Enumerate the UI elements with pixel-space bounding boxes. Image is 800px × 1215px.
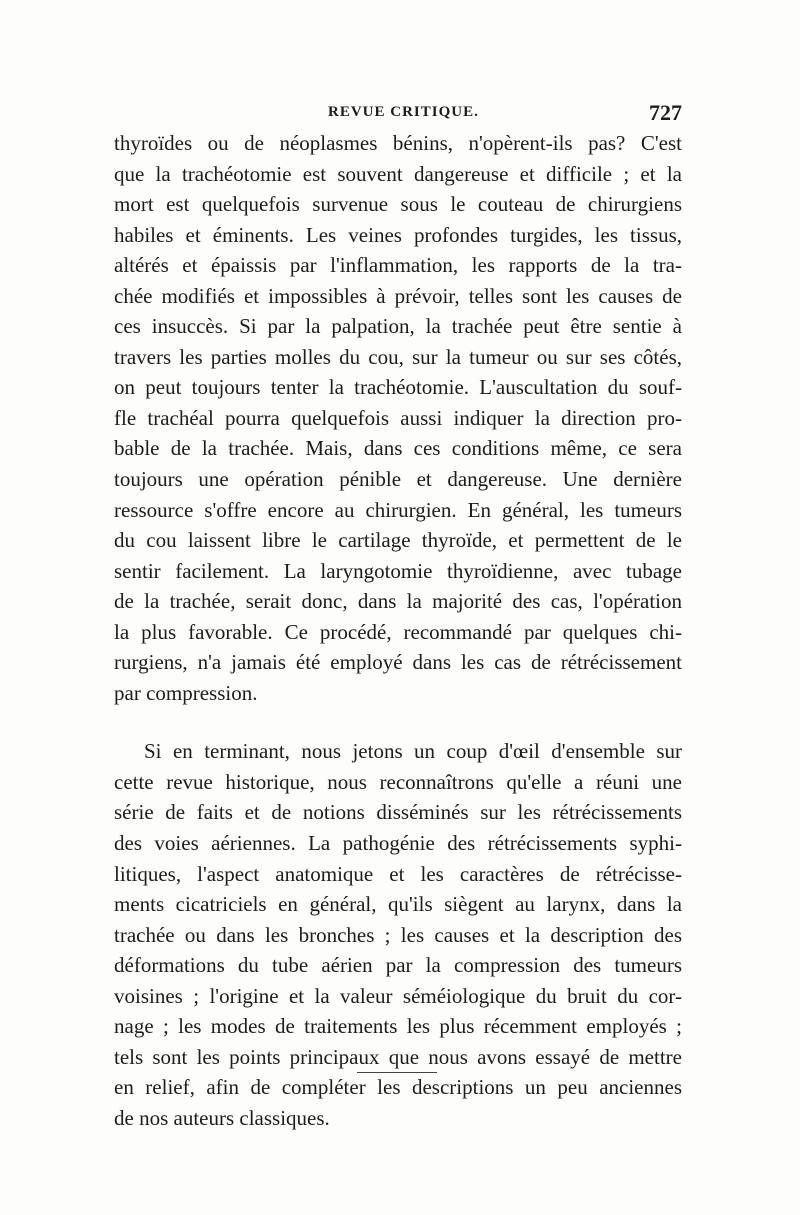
text-line: mort est quelquefois survenue sous le couteau de chirurgiens <box>114 192 682 217</box>
text-line: habiles et éminents. Les veines profondes turgides, les tissus, <box>114 222 682 247</box>
text-line: ces insuccès. Si par la palpation, la trachée peut être sentie à <box>114 314 682 339</box>
text-line: fle trachéal pourra quelquefois aussi indiquer la direction pro- <box>114 405 682 430</box>
text-line: rurgiens, n'a jamais été employé dans les cas de rétrécissement <box>114 650 682 675</box>
text-line: travers les parties molles du cou, sur la tumeur ou sur ses côtés, <box>114 344 682 369</box>
text-line: de nos auteurs classiques. <box>114 1105 330 1130</box>
text-line: bable de la trachée. Mais, dans ces conditions même, ce sera <box>114 436 682 461</box>
text-line: ments cicatriciels en général, qu'ils siègent au larynx, dans la <box>114 892 682 917</box>
text-line: série de faits et de notions disséminés sur les rétrécissements <box>114 800 682 825</box>
text-line: tels sont les points principaux que nous avons essayé de mettre <box>114 1044 682 1069</box>
text-line: sentir facilement. La laryngotomie thyroïdienne, avec tubage <box>114 558 682 583</box>
running-header <box>114 100 682 130</box>
text-line: litiques, l'aspect anatomique et les caractères de rétrécisse- <box>114 861 682 886</box>
paragraph-spacer <box>114 708 682 736</box>
text-line: thyroïdes ou de néoplasmes bénins, n'opèrent-ils pas? C'est <box>114 131 682 155</box>
body-text <box>114 128 682 1134</box>
text-line: toujours une opération pénible et dangereuse. Une dernière <box>114 467 682 492</box>
text-line: trachée ou dans les bronches ; les causes et la description des <box>114 922 682 947</box>
text-line: altérés et épaissis par l'inflammation, les rapports de la tra- <box>114 253 682 278</box>
section-end-rule <box>357 1072 437 1073</box>
page-number: 727 <box>649 100 682 125</box>
paragraph-2 <box>114 736 682 1133</box>
text-line: Si en terminant, nous jetons un coup d'œil d'ensemble sur <box>144 739 682 764</box>
text-line: voisines ; l'origine et la valeur séméiologique du bruit du cor- <box>114 983 682 1008</box>
text-line: du cou laissent libre le cartilage thyroïde, et permettent de le <box>114 528 682 553</box>
text-line: cette revue historique, nous reconnaîtrons qu'elle a réuni une <box>114 769 682 794</box>
text-line: on peut toujours tenter la trachéotomie. L'auscultation du souf- <box>114 375 682 400</box>
text-line: des voies aériennes. La pathogénie des rétrécissements syphi- <box>114 831 682 856</box>
text-line: en relief, afin de compléter les descriptions un peu anciennes <box>114 1075 682 1100</box>
paragraph-1 <box>114 128 682 708</box>
text-line: la plus favorable. Ce procédé, recommandé par quelques chi- <box>114 619 682 644</box>
text-line: de la trachée, serait donc, dans la majorité des cas, l'opération <box>114 589 682 614</box>
text-line: chée modifiés et impossibles à prévoir, telles sont les causes de <box>114 283 682 308</box>
text-line: déformations du tube aérien par la compression des tumeurs <box>114 953 682 978</box>
text-line: par compression. <box>114 680 258 705</box>
header-title: REVUE CRITIQUE. <box>328 104 479 120</box>
text-line: ressource s'offre encore au chirurgien. En général, les tumeurs <box>114 497 682 522</box>
text-line: nage ; les modes de traitements les plus récemment employés ; <box>114 1014 682 1039</box>
text-line: que la trachéotomie est souvent dangereuse et difficile ; et la <box>114 161 682 186</box>
